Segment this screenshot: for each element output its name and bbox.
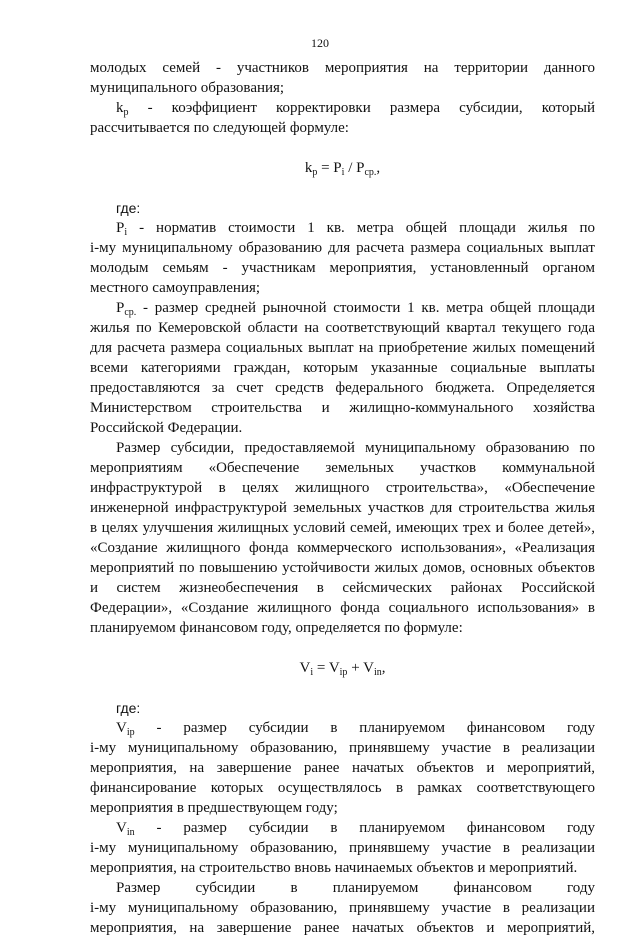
spacer (90, 678, 595, 698)
text-line: мероприятия, на завершение ранее начатых объектов и мероприятий, (90, 920, 595, 936)
text-line: мероприятия, на завершение ранее начатых объектов и мероприятий, (90, 760, 595, 776)
text-line: мероприятиям «Обеспечение земельных участков коммунальной (90, 460, 595, 476)
formula-kp (90, 158, 595, 178)
text-line: i-му муниципальному образованию, принявшему участие в реализации (90, 840, 595, 856)
symbol-sub: ср. (364, 167, 377, 178)
formula-comma: , (381, 660, 386, 676)
text-line: i-му муниципальному образованию, принявшему участие в реализации (90, 740, 595, 756)
text-line: предоставляются за счет средств федерального бюджета. Определяется (90, 380, 595, 396)
symbol-p: P (116, 220, 125, 236)
page-number: 120 (311, 36, 329, 50)
text-line: мероприятий по повышению устойчивости жилых домов, основных объектов (90, 560, 595, 576)
definition-vip (90, 718, 595, 738)
text-line: местного самоуправления; (90, 280, 261, 296)
spacer (90, 178, 595, 198)
symbol-sub: ip (126, 727, 135, 738)
text-line: и систем жизнеобеспечения в сейсмических районах Российской (90, 580, 595, 596)
symbol-v: V (116, 720, 127, 736)
text-line: мероприятия, на строительство вновь начинаемых объектов и мероприятий. (90, 860, 578, 876)
text-line: Размер субсидии в планируемом финансовом году (116, 880, 595, 896)
text-line: финансирование которых осуществлялось в рамках соответствующего (90, 780, 595, 796)
symbol-sub: i (341, 167, 345, 178)
text-line: молодым семьям - участникам мероприятия, установленный органом (90, 260, 595, 276)
text-line: Размер субсидии, предоставляемой муниципальному образованию по (116, 440, 595, 456)
text-line: мероприятия в предшествующем году; (90, 800, 338, 816)
symbol-k: k (116, 100, 124, 116)
definition-pcp (90, 298, 595, 318)
symbol-k: k (304, 160, 313, 176)
symbol-v: V (116, 820, 127, 836)
text-line: Министерством строительства и жилищно-коммунального хозяйства (90, 400, 595, 416)
definition-vin (90, 818, 595, 838)
text-line: муниципального образования; (90, 80, 285, 96)
formula-vi (90, 658, 595, 678)
text-line: жилья по Кемеровской области на соответствующий квартал текущего года (90, 320, 595, 336)
spacer (90, 638, 595, 658)
document-body (90, 58, 595, 938)
symbol-sub: ip (339, 667, 348, 678)
definition-text: - размер субсидии в планируемом финансовом году (156, 820, 595, 836)
text-line: i-му муниципальному образованию для расчета размера социальных выплат (90, 240, 595, 256)
symbol-sub: ср. (124, 307, 137, 318)
text-line: рассчитывается по следующей формуле: (90, 120, 349, 136)
spacer (90, 138, 595, 158)
definition-text: - коэффициент корректировки размера субсидии, который (147, 100, 595, 116)
symbol-sub: i (310, 667, 314, 678)
text-line: инженерной инфраструктурой земельных участков для строительства жилья (90, 500, 595, 516)
definition-text: - размер средней рыночной стоимости 1 кв. метра общей площади (143, 300, 595, 316)
text-line: планируемом финансовом году, определяется по формуле: (90, 620, 463, 636)
text-line: «Создание жилищного фонда коммерческого использования», «Реализация (90, 540, 595, 556)
symbol-sub: р (312, 167, 318, 178)
formula-text: = $V_{ip} + V_{in}$, (316, 660, 386, 678)
symbol-sub: in (373, 667, 382, 678)
symbol-sub: in (126, 827, 135, 838)
formula-text: = $P_i / P_{ср.}$, (321, 160, 381, 178)
definition-text: - норматив стоимости 1 кв. метра общей площади жилья по (139, 220, 595, 236)
where-label: где: (116, 200, 141, 216)
text-line: в целях улучшения жилищных условий семей, имеющих трех и более детей», (90, 520, 595, 536)
definition-pi (90, 218, 595, 238)
symbol-sub: i (124, 227, 128, 238)
text-line: молодых семей - участников мероприятия на территории данного (90, 60, 595, 76)
definition-text: - размер субсидии в планируемом финансовом году (156, 720, 595, 736)
symbol-sub: р (123, 107, 129, 118)
where-label: где: (116, 700, 141, 716)
text-line: Федерации», «Создание жилищного фонда социального использования» в (90, 600, 595, 616)
text-line: инфраструктурой в целях жилищного строительства», «Обеспечение (90, 480, 595, 496)
text-line: для расчета размера социальных выплат на приобретение жилых помещений (90, 340, 595, 356)
definition-kp (90, 98, 595, 118)
text-line: i-му муниципальному образованию, принявшему участие в реализации (90, 900, 595, 916)
text-line: Российской Федерации. (90, 420, 243, 436)
symbol-p: P (116, 300, 125, 316)
formula-comma: , (376, 160, 381, 176)
symbol-v: V (299, 660, 311, 676)
text-line: всеми категориями граждан, которым указанные социальные выплаты (90, 360, 595, 376)
